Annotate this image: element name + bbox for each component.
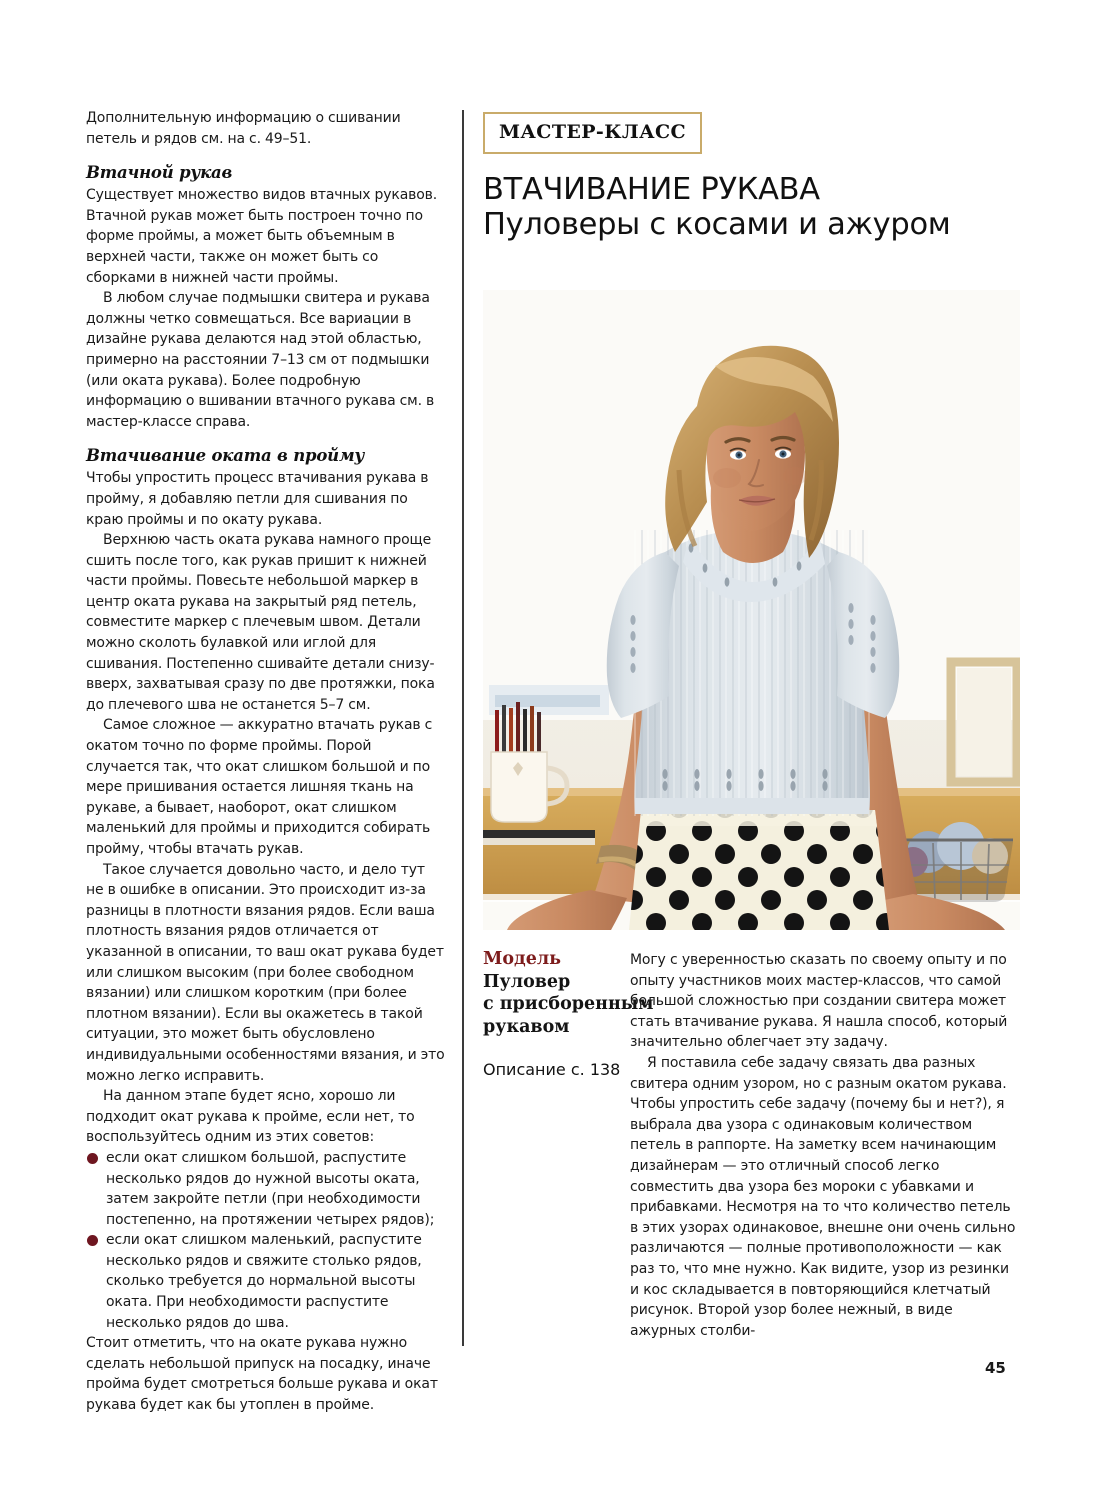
page-title-line-2: Пуловеры с косами и ажуром (483, 207, 951, 242)
column-divider (462, 110, 464, 1346)
paragraph: Я поставила себе задачу связать два разных свитера одним узором, но с разным окатом рукава. Чтобы упростить себе задачу (почему бы и нет?), я выбрала два узора с одинаковым количеством петель в раппорте. На заметку всем начинающим дизайнерам — это отличный способ легко совместить два узора без мороки с убавками и прибавками. Несмотря на то что количество петель в этих узорах одинаковое, внешне они очень сильно различаются — полные противоположности — как раз то, что мне нужно. Как видите, узор из резинки и кос складывается в повторяющийся клетчатый рисунок. Второй узор более нежный, в виде ажурных столби- (630, 1054, 1016, 1339)
bullet-dot-icon (87, 1153, 98, 1164)
paragraph: Существует множество видов втачных рукавов. Втачной рукав может быть построен точно по форме проймы, а может быть объемным в верхней части, также он может быть со сборками в нижней части проймы. (86, 187, 438, 286)
right-header-column (483, 112, 1020, 242)
caption-model-label: Модель (483, 949, 562, 969)
subheading-vtachivanie-okata: Втачивание оката в пройму (86, 446, 365, 466)
paragraph-intro: Дополнительную информацию о сшивании петель и рядов см. на с. 49–51. (86, 110, 401, 147)
paragraph: Самое сложное — аккуратно втачать рукав с окатом точно по форме проймы. Порой случается так, что окат слишком большой и по мере пришивания остается лишняя ткань на рукаве, а бывает, наоборот, окат слишком маленький для проймы и приходится собирать пройму, чтобы втачать рукав. (86, 717, 433, 857)
page-title-line-1: ВТАЧИВАНИЕ РУКАВА (483, 172, 820, 207)
master-class-badge (483, 112, 702, 154)
caption-name-line-1: Пуловер (483, 971, 571, 992)
photo-illustration (483, 290, 1020, 930)
paragraph: Чтобы упростить процесс втачивания рукава в пройму, я добавляю петли для сшивания по краю проймы и по окату рукава. (86, 470, 429, 528)
page-number: 45 (985, 1359, 1006, 1377)
paragraph: В любом случае подмышки свитера и рукава должны четко совмещаться. Все вариации в дизайне рукава делаются над этой областью, примерно на расстоянии 7–13 см от подмышки (или оката рукава). Более подробную информацию о вшивании втачного рукава см. в мастер-классе справа. (86, 290, 435, 430)
model-photograph (483, 290, 1020, 930)
paragraph: Могу с уверенностью сказать по своему опыту и по опыту участников моих мастер-классов, что самой большой сложностью при создании свитера может стать втачивание рукава. Я нашла способ, который значительно облегчает эту задачу. (630, 952, 1008, 1051)
bullet-dot-icon (87, 1235, 98, 1246)
subheading-vtachnoy-rukav: Втачной рукав (86, 163, 233, 183)
caption-name-line-3: рукавом (483, 1016, 570, 1037)
list-item-label: если окат слишком большой, распустите несколько рядов до нужной высоты оката, затем закройте петли (при необходимости постепенно, на протяжении четырех рядов); (106, 1149, 435, 1228)
page-title (483, 172, 1020, 242)
paragraph: Верхнюю часть оката рукава намного проще сшить после того, как рукав пришит к нижней части проймы. Повесьте небольшой маркер в центр оката рукава на закрытый ряд петель, совместите маркер с плечевым швом. Детали можно сколоть булавкой или иглой для сшивания. Постепенно сшивайте детали снизу-вверх, захватывая сразу по две протяжки, пока до плечевого шва не останется 5–7 см. (86, 532, 435, 713)
paragraph: Такое случается довольно часто, и дело тут не в ошибке в описании. Это происходит из-за разницы в плотности вязания рядов. Если ваша плотность вязания рядов отличается от указанной в описании, то ваш окат рукава будет или слишком высоким (при более свободном вязании) или слишком коротким (при более плотном вязании). Если вы окажетесь в такой ситуации, это может быть обусловлено индивидуальными особенностями вязания, и это можно легко исправить. (86, 861, 445, 1084)
paragraph: Стоит отметить, что на окате рукава нужно сделать небольшой припуск на посадку, иначе пройма будет смотреться больше рукава и окат рукава будет как бы утоплен в пройме. (86, 1335, 438, 1414)
model-caption (483, 948, 654, 1080)
right-text-column (630, 950, 1020, 1341)
list-item (86, 1148, 446, 1230)
master-class-badge-label: МАСТЕР-КЛАСС (499, 121, 687, 143)
caption-reference: Описание с. 138 (483, 1060, 621, 1079)
caption-name-line-2: с присборенным (483, 994, 654, 1014)
paragraph: На данном этапе будет ясно, хорошо ли подходит окат рукава к пройме, если нет, то воспользуйтесь одним из этих советов: (86, 1088, 415, 1146)
list-item (86, 1230, 446, 1333)
left-text-column (86, 108, 446, 1416)
list-item-label: если окат слишком маленький, распустите несколько рядов и свяжите столько рядов, сколько требуется до нормальной высоты оката. При необходимости распустите несколько рядов до шва. (106, 1232, 422, 1331)
